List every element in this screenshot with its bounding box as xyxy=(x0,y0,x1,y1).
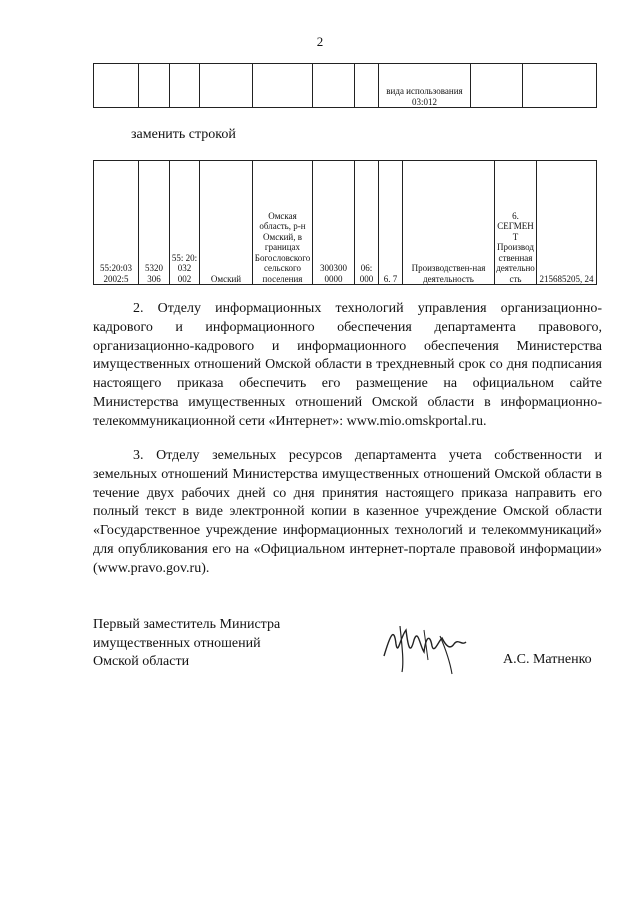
paragraph-2: 2. Отделу информационных технологий управления организационно-кадрового и информационного обеспечения департамента правового, организационно-кадрового и информационного обеспечения Министерства имущественных отношений Омской области в трехдневный срок со дня подписания настоящего приказа обеспечить его размещение на официальном сайте Министерства имущественных отношений Омской области в информационно-телекоммуникационной сети «Интернет»: www.mio.omskportal.ru. xyxy=(93,301,602,429)
cadastral-number-cell: 55:20:03 2002:5 xyxy=(94,161,139,285)
district-cell: Омский xyxy=(200,161,253,285)
signer-title-line: Омской области xyxy=(93,654,190,669)
table-cell xyxy=(523,64,597,108)
handwritten-signature xyxy=(380,616,475,676)
table-cell xyxy=(471,64,523,108)
table-cell xyxy=(139,64,170,108)
table-cell: вида использования 03:012 xyxy=(379,64,471,108)
signer-name: А.С. Матненко xyxy=(503,652,592,667)
replace-with-row-label: заменить строкой xyxy=(131,127,236,142)
table-cell: 06: 000 xyxy=(355,161,379,285)
segment-cell: 6. СЕГМЕНТ Производственная деятельность xyxy=(495,161,537,285)
signer-title-line: Первый заместитель Министра xyxy=(93,617,281,632)
page-number: 2 xyxy=(316,34,324,49)
replacement-row-table xyxy=(93,160,597,285)
previous-row-table xyxy=(93,63,597,108)
table-cell xyxy=(313,64,355,108)
table-cell xyxy=(94,64,139,108)
land-use-cell: Производствен-ная деятельность xyxy=(403,161,495,285)
table-cell xyxy=(253,64,313,108)
location-cell: Омская область, р-н Омский, в границах Богословского сельского поселения xyxy=(253,161,313,285)
table-cell xyxy=(355,64,379,108)
paragraph-3: 3. Отделу земельных ресурсов департамента учета собственности и земельных отношений Министерства имущественных отношений Омской области в течение двух рабочих дней со дня принятия настоящего приказа направить его полный текст в виде электронной копии в казенное учреждение Омской области «Государственное учреждение информационных технологий и телекоммуникаций» для опубликования его на «Официальном интернет-портале правовой информации» (www.pravo.gov.ru). xyxy=(93,448,602,576)
table-cell xyxy=(170,64,200,108)
table-cell: 6. 7 xyxy=(379,161,403,285)
table-cell xyxy=(200,64,253,108)
signer-title xyxy=(93,616,280,672)
table-cell: 300300 0000 xyxy=(313,161,355,285)
table-cell: 5320 306 xyxy=(139,161,170,285)
table-cell: 55: 20: 032 002 xyxy=(170,161,200,285)
cadastral-value-cell: 215685205, 24 xyxy=(537,161,597,285)
signer-title-line: имущественных отношений xyxy=(93,635,261,651)
